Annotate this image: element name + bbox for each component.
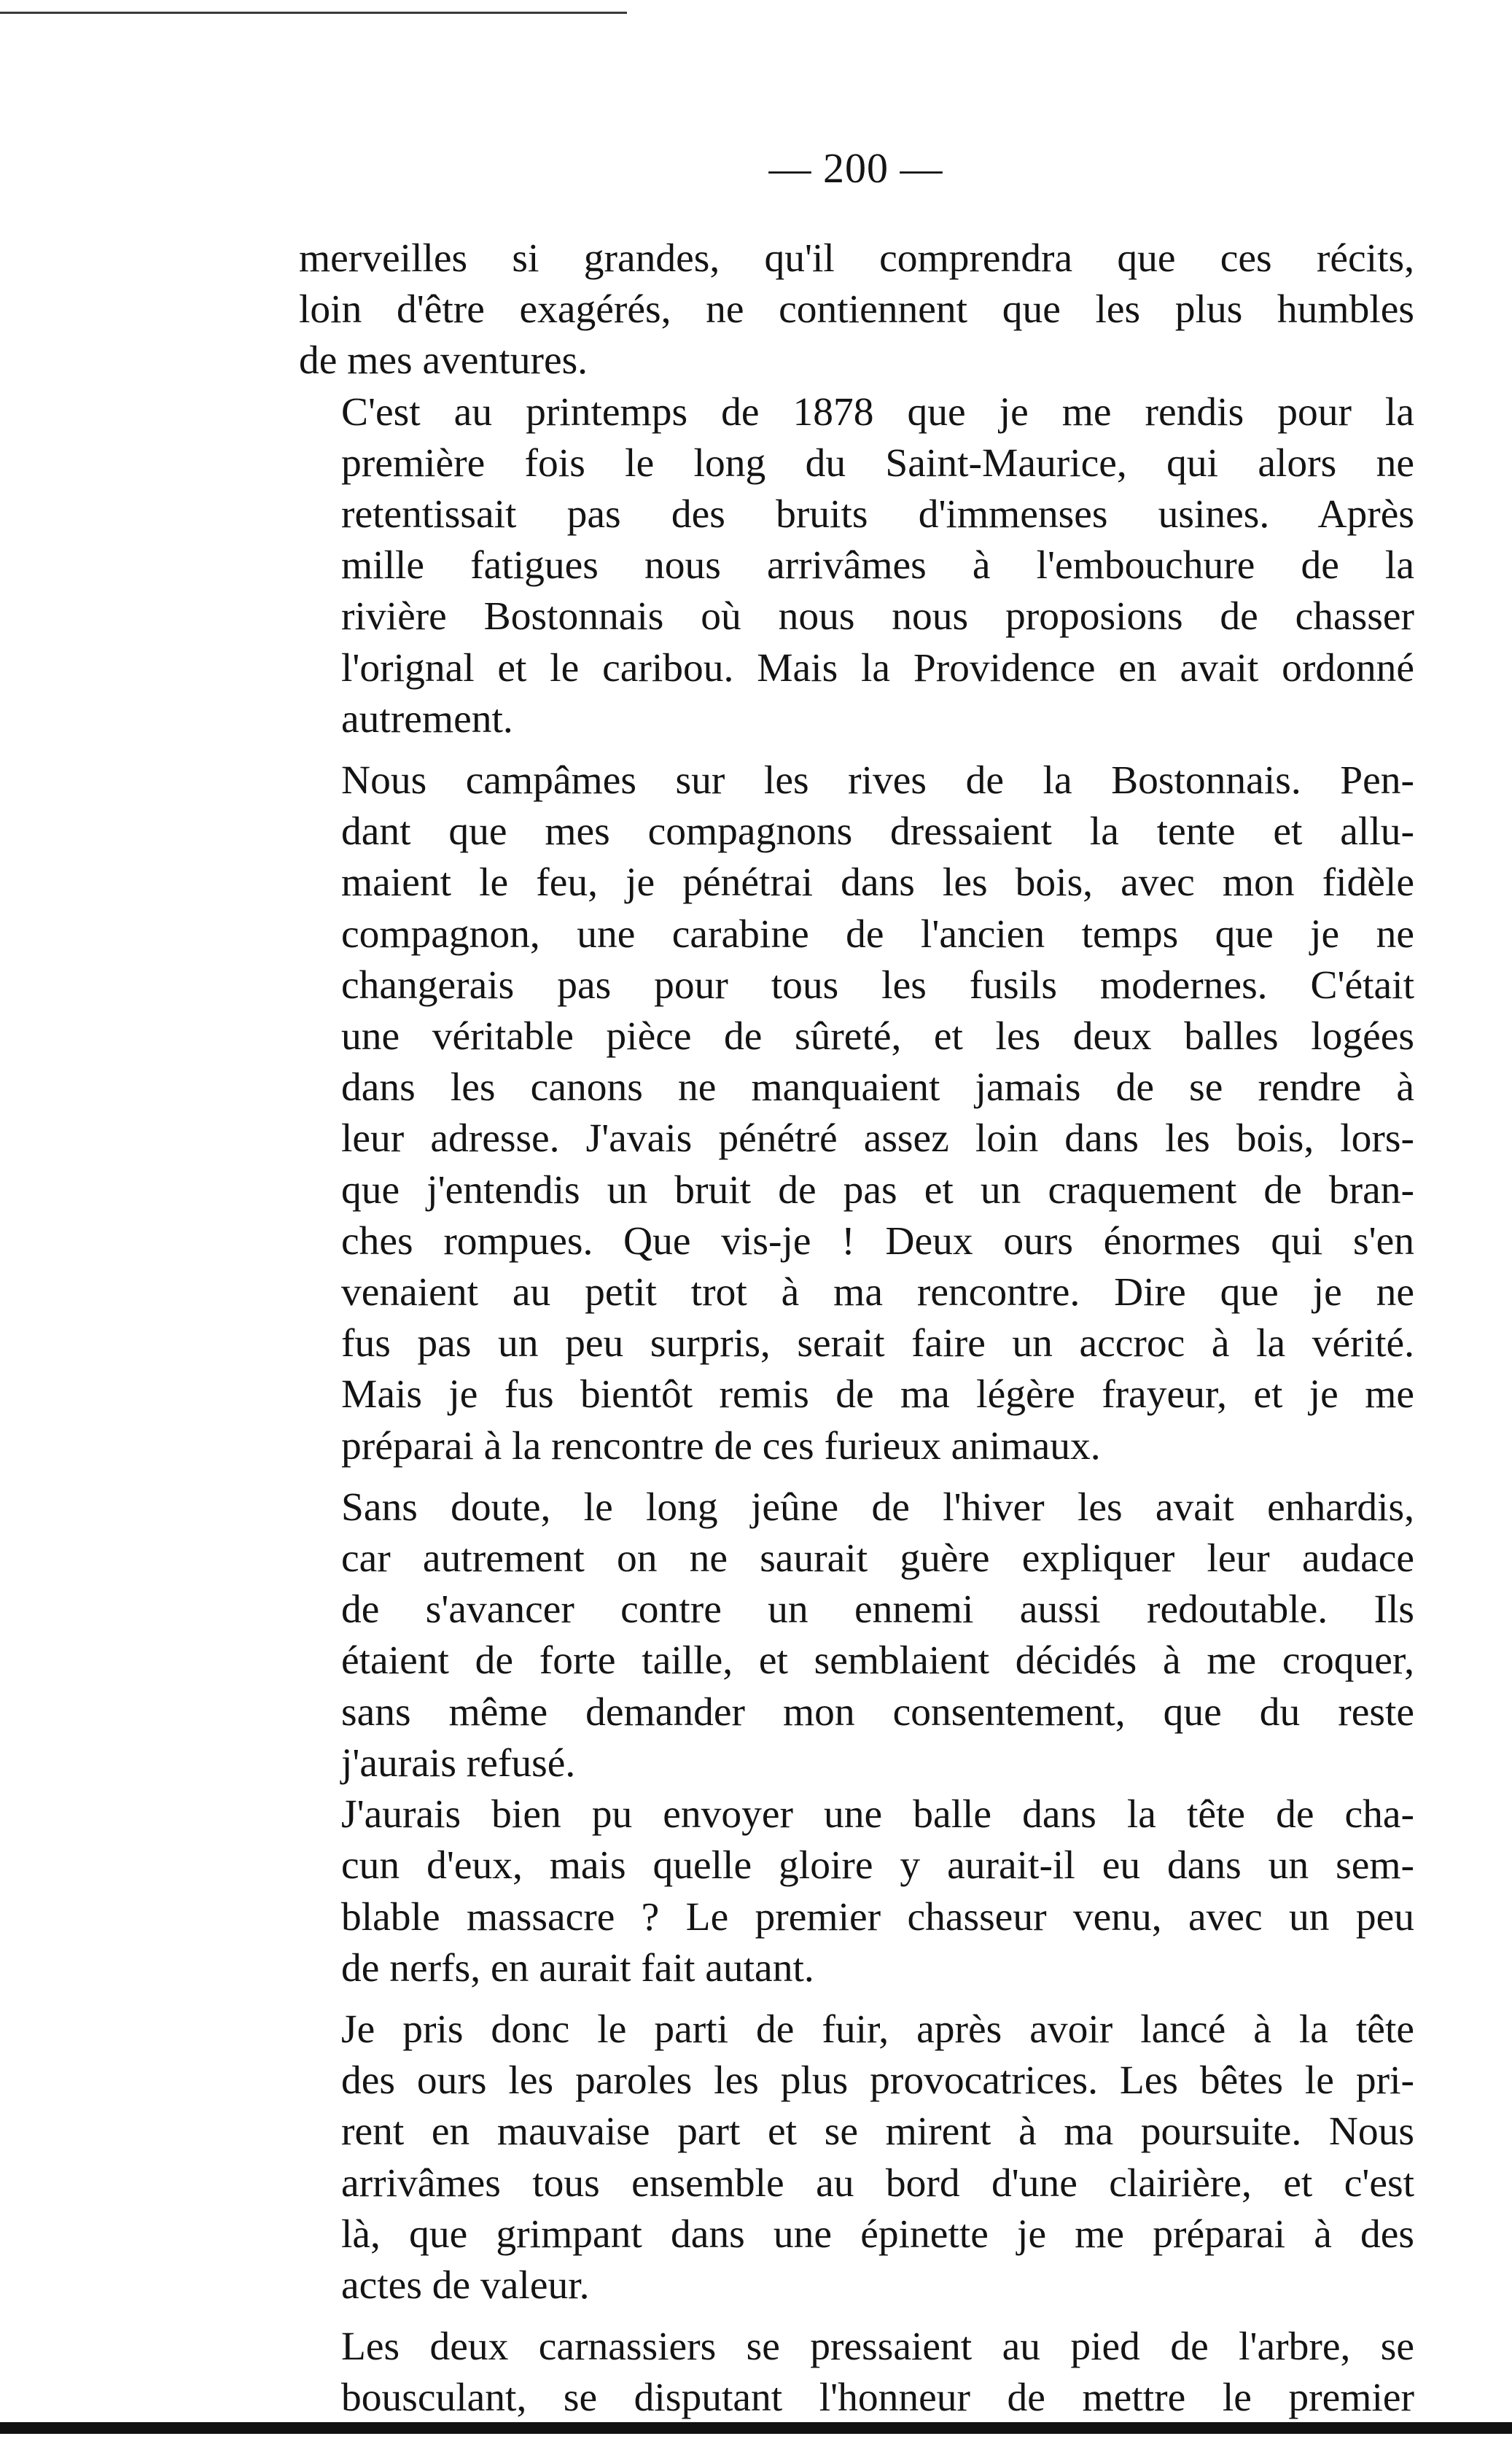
paragraph bbox=[299, 233, 1414, 387]
text-line: étaient de forte taille, et semblaient décidés à me croquer, bbox=[341, 1638, 1414, 1684]
text-line: leur adresse. J'avais pénétré assez loin dans les bois, lors- bbox=[341, 1116, 1414, 1162]
text-line: actes de valeur. bbox=[341, 2262, 590, 2308]
paragraph bbox=[299, 755, 1414, 1472]
text-line: ches rompues. Que vis-je ! Deux ours énormes qui s'en bbox=[341, 1218, 1414, 1264]
text-line: j'aurais refusé. bbox=[341, 1740, 576, 1786]
text-line: dant que mes compagnons dressaient la tente et allu- bbox=[341, 809, 1414, 855]
text-line: de s'avancer contre un ennemi aussi redoutable. Ils bbox=[341, 1587, 1414, 1633]
text-line: première fois le long du Saint-Maurice, qui alors ne bbox=[341, 440, 1414, 486]
text-line: bousculant, se disputant l'honneur de mettre le premier bbox=[341, 2376, 1414, 2421]
text-line: sans même demander mon consentement, que du reste bbox=[341, 1689, 1414, 1735]
text-line: rivière Bostonnais où nous nous proposions de chasser bbox=[341, 594, 1414, 639]
text-line: J'aurais bien pu envoyer une balle dans la tête de cha- bbox=[341, 1792, 1414, 1837]
bottom-rule bbox=[0, 2422, 1512, 2434]
text-line: mille fatigues nous arrivâmes à l'embouchure de la bbox=[341, 543, 1414, 588]
text-line: préparai à la rencontre de ces furieux animaux. bbox=[341, 1423, 1101, 1468]
text-line: venaient au petit trot à ma rencontre. Dire que je ne bbox=[341, 1270, 1414, 1315]
text-line: merveilles si grandes, qu'il comprendra que ces récits, bbox=[299, 236, 1414, 281]
text-line: blable massacre ? Le premier chasseur venu, avec un peu bbox=[341, 1894, 1414, 1939]
text-line: car autrement on ne saurait guère expliquer leur audace bbox=[341, 1536, 1414, 1581]
text-line: autrement. bbox=[341, 696, 513, 742]
text-line: l'orignal et le caribou. Mais la Providence en avait ordonné bbox=[341, 645, 1414, 690]
text-line: rent en mauvaise part et se mirent à ma poursuite. Nous bbox=[341, 2109, 1414, 2155]
text-line: fus pas un peu surpris, serait faire un accroc à la vérité. bbox=[341, 1321, 1414, 1366]
paragraph bbox=[299, 1482, 1414, 1789]
text-line: de nerfs, en aurait fait autant. bbox=[341, 1945, 814, 1991]
paragraph bbox=[299, 2322, 1414, 2424]
text-line: Les deux carnassiers se pressaient au pied de l'arbre, se bbox=[341, 2324, 1414, 2370]
text-line: des ours les paroles les plus provocatrices. Les bêtes le pri- bbox=[341, 2058, 1414, 2104]
text-line: cun d'eux, mais quelle gloire y aurait-il eu dans un sem- bbox=[341, 1843, 1414, 1888]
text-line: C'est au printemps de 1878 que je me rendis pour la bbox=[341, 389, 1414, 435]
paragraph bbox=[299, 1789, 1414, 1994]
top-rule bbox=[0, 12, 627, 14]
body-text bbox=[299, 233, 1414, 2424]
text-line: une véritable pièce de sûreté, et les deux balles logées bbox=[341, 1014, 1414, 1059]
text-line: retentissait pas des bruits d'immenses usines. Après bbox=[341, 492, 1414, 537]
text-line: compagnon, une carabine de l'ancien temps que je ne bbox=[341, 911, 1414, 957]
text-line: Sans doute, le long jeûne de l'hiver les avait enhardis, bbox=[341, 1485, 1414, 1530]
text-line: loin d'être exagérés, ne contiennent que les plus humbles bbox=[299, 287, 1414, 332]
text-line: maient le feu, je pénétrai dans les bois, avec mon fidèle bbox=[341, 860, 1414, 906]
text-line: que j'entendis un bruit de pas et un craquement de bran- bbox=[341, 1167, 1414, 1213]
text-line: dans les canons ne manquaient jamais de se rendre à bbox=[341, 1065, 1414, 1110]
text-line: changerais pas pour tous les fusils modernes. C'était bbox=[341, 962, 1414, 1008]
text-line: de mes aventures. bbox=[299, 338, 588, 384]
text-line: Je pris donc le parti de fuir, après avoir lancé à la tête bbox=[341, 2007, 1414, 2052]
text-line: Nous campâmes sur les rives de la Bostonnais. Pen- bbox=[341, 758, 1414, 804]
text-line: Mais je fus bientôt remis de ma légère frayeur, et je me bbox=[341, 1372, 1414, 1417]
paragraph bbox=[299, 2004, 1414, 2311]
paragraph bbox=[299, 387, 1414, 745]
text-line: là, que grimpant dans une épinette je me préparai à des bbox=[341, 2211, 1414, 2257]
page-number: — 200 — bbox=[768, 144, 943, 192]
text-line: arrivâmes tous ensemble au bord d'une clairière, et c'est bbox=[341, 2160, 1414, 2206]
